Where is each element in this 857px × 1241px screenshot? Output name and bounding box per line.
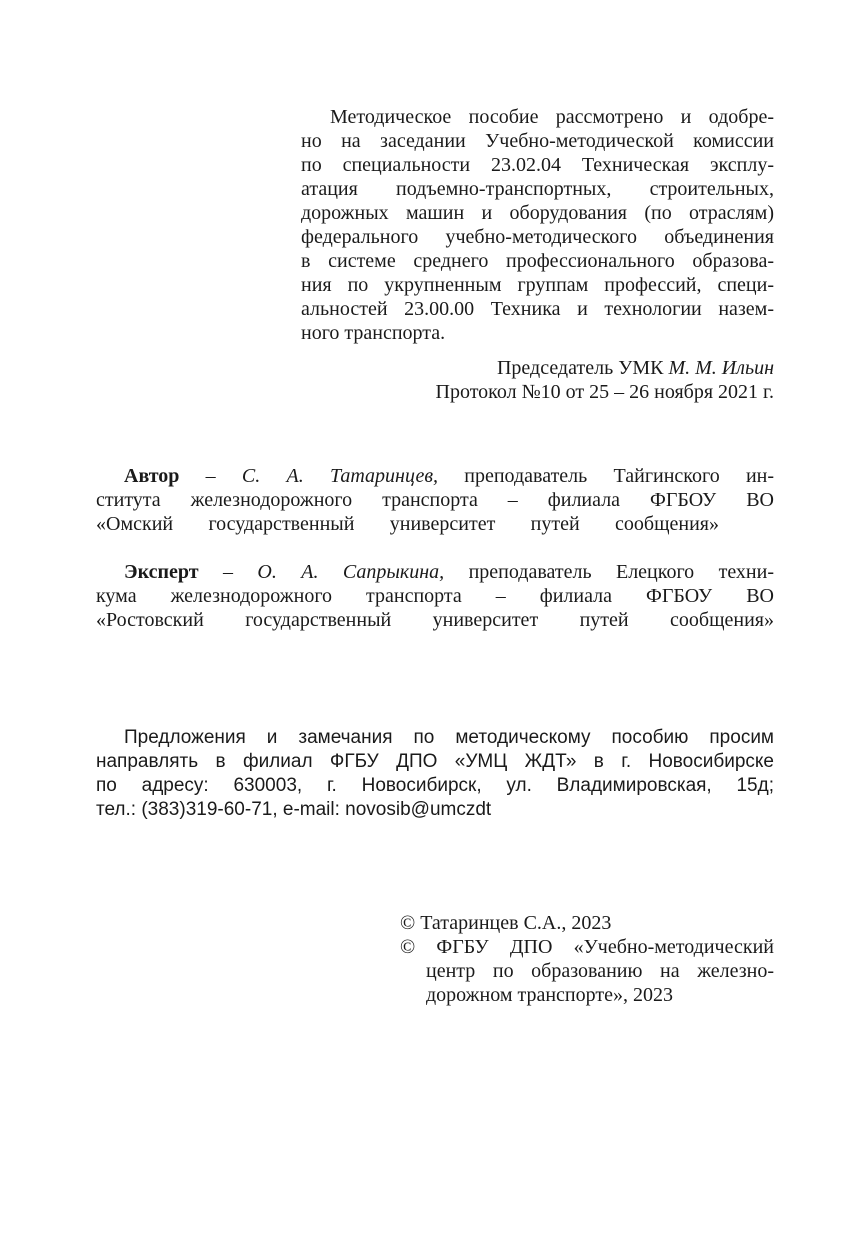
approval-line-7: в системе среднего профессионального образова- bbox=[301, 250, 774, 272]
contacts-line-3: по адресу: 630003, г. Новосибирск, ул. Владимировская, 15д; bbox=[96, 775, 774, 796]
expert-line-2: кума железнодорожного транспорта – филиала ФГБОУ ВО bbox=[96, 585, 774, 607]
contacts-line-1: Предложения и замечания по методическому пособию просим bbox=[124, 727, 774, 748]
contacts-line-2: направлять в филиал ФГБУ ДПО «УМЦ ЖДТ» в г. Новосибирске bbox=[96, 751, 774, 772]
contacts-line-4: тел.: (383)319-60-71, e-mail: novosib@umczdt bbox=[96, 799, 492, 820]
chairman-line bbox=[301, 356, 774, 380]
copyright-org-line-3: дорожном транспорте», 2023 bbox=[426, 984, 673, 1006]
author-name: С. А. Татаринцев, bbox=[241, 465, 439, 487]
author-dash: – bbox=[179, 465, 242, 487]
expert-line-3: «Ростовский государственный университет путей сообщения» bbox=[96, 609, 774, 631]
author-line-2: ститута железнодорожного транспорта – филиала ФГБОУ ВО bbox=[96, 489, 774, 511]
approval-line-10: ного транспорта. bbox=[301, 322, 446, 344]
expert-position: преподаватель Елецкого техни- bbox=[444, 561, 774, 583]
approval-line-8: ния по укрупненным группам профессий, специ- bbox=[301, 274, 774, 296]
expert-dash: – bbox=[198, 561, 258, 583]
approval-line-3: по специальности 23.02.04 Техническая эксплу- bbox=[301, 154, 774, 176]
author-position: преподаватель Тайгинского ин- bbox=[438, 465, 775, 487]
chairman-label: Председатель УМК bbox=[496, 357, 664, 379]
approval-line-2: но на заседании Учебно-методической комиссии bbox=[301, 130, 774, 152]
copyright-org-line-2: центр по образованию на железно- bbox=[426, 960, 774, 982]
approval-line-5: дорожных машин и оборудования (по отраслям) bbox=[301, 202, 774, 224]
approval-line-1: Методическое пособие рассмотрено и одобре- bbox=[330, 106, 774, 128]
expert-role: Эксперт bbox=[124, 561, 199, 583]
author-line-3: «Омский государственный университет путей сообщения» bbox=[96, 513, 719, 535]
expert-line-1 bbox=[124, 560, 774, 584]
chairman-name: М. М. Ильин bbox=[668, 357, 774, 379]
protocol-line: Протокол №10 от 25 – 26 ноября 2021 г. bbox=[435, 381, 774, 403]
approval-line-4: атация подъемно-транспортных, строительных, bbox=[301, 178, 774, 200]
copyright-author: © Татаринцев С.А., 2023 bbox=[400, 912, 612, 934]
copyright-org-line-1: © ФГБУ ДПО «Учебно-методический bbox=[400, 936, 774, 958]
approval-line-6: федерального учебно-методического объединения bbox=[301, 226, 774, 248]
approval-line-9: альностей 23.00.00 Техника и технологии назем- bbox=[301, 298, 774, 320]
author-line-1 bbox=[124, 464, 774, 488]
author-role: Автор bbox=[124, 465, 180, 487]
expert-name: О. А. Сапрыкина, bbox=[257, 561, 445, 583]
